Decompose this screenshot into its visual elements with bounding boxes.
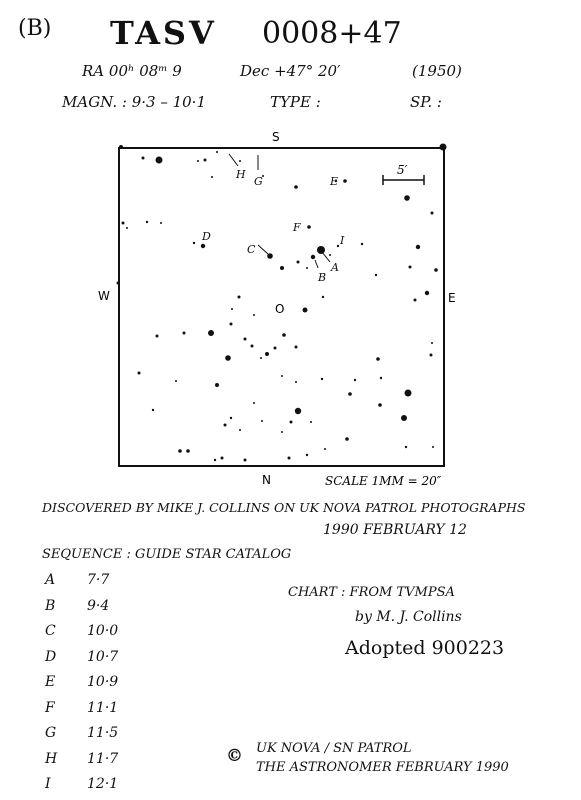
star bbox=[122, 222, 125, 225]
sequence-star: A bbox=[45, 572, 56, 588]
star bbox=[251, 345, 254, 348]
star-label-i: I bbox=[340, 234, 345, 247]
star bbox=[138, 372, 141, 375]
star bbox=[432, 446, 434, 448]
sequence-magnitude: 10·7 bbox=[87, 648, 119, 665]
star bbox=[160, 222, 162, 224]
scale-note: SCALE 1MM = 20″ bbox=[325, 474, 442, 488]
west-label: W bbox=[98, 289, 110, 303]
sequence-magnitude: 11·5 bbox=[87, 725, 119, 741]
sequence-magnitude: 12·1 bbox=[87, 776, 119, 792]
star bbox=[261, 420, 263, 422]
star bbox=[280, 266, 284, 270]
star bbox=[117, 282, 120, 285]
star bbox=[204, 159, 207, 162]
star bbox=[183, 332, 186, 335]
star bbox=[361, 243, 363, 245]
star bbox=[208, 330, 214, 336]
star bbox=[156, 157, 163, 164]
star bbox=[321, 378, 323, 380]
star bbox=[231, 308, 233, 310]
spectral-type: SP. : bbox=[410, 93, 442, 111]
adopted-date: Adopted 900223 bbox=[345, 637, 505, 659]
sequence-entry bbox=[45, 751, 118, 767]
star bbox=[265, 352, 269, 356]
star-label-a: A bbox=[331, 261, 339, 274]
right-ascension: RA 00ʰ 08ᵐ 9 bbox=[82, 62, 182, 80]
star bbox=[297, 261, 300, 264]
star bbox=[322, 296, 324, 298]
star bbox=[404, 195, 410, 201]
star bbox=[405, 390, 412, 397]
panel-label: (B) bbox=[18, 16, 52, 41]
sequence-entry bbox=[45, 572, 109, 588]
star bbox=[329, 254, 331, 256]
sequence-star: F bbox=[45, 699, 55, 716]
star bbox=[294, 185, 298, 189]
star bbox=[431, 212, 434, 215]
star bbox=[119, 145, 123, 149]
star bbox=[281, 375, 283, 377]
star bbox=[409, 266, 412, 269]
star bbox=[253, 402, 255, 404]
star bbox=[324, 448, 326, 450]
star bbox=[244, 338, 247, 341]
sequence-magnitude: 11·7 bbox=[87, 750, 119, 767]
sequence-entry bbox=[45, 700, 118, 716]
star-label-layer bbox=[201, 168, 345, 284]
star bbox=[281, 431, 283, 433]
patrol-name: UK NOVA / SN PATROL bbox=[256, 741, 412, 756]
east-label: E bbox=[448, 291, 456, 305]
star bbox=[156, 335, 159, 338]
star bbox=[310, 421, 312, 423]
star bbox=[214, 459, 216, 461]
star bbox=[303, 308, 308, 313]
sequence-star: E bbox=[45, 674, 56, 690]
star bbox=[244, 459, 247, 462]
star bbox=[193, 242, 195, 244]
star bbox=[375, 274, 377, 276]
star bbox=[216, 151, 218, 153]
star bbox=[260, 357, 262, 359]
star bbox=[211, 176, 213, 178]
star bbox=[126, 227, 128, 229]
star bbox=[431, 342, 433, 344]
sequence-star: B bbox=[45, 597, 56, 614]
sequence-title: SEQUENCE : GUIDE STAR CATALOG bbox=[42, 547, 292, 562]
star bbox=[295, 381, 297, 383]
star-name-number: 0008+47 bbox=[262, 16, 402, 51]
star bbox=[380, 377, 382, 379]
star bbox=[267, 253, 273, 259]
star bbox=[274, 347, 277, 350]
star bbox=[201, 244, 205, 248]
star bbox=[401, 415, 407, 421]
sequence-star: C bbox=[45, 623, 56, 639]
star bbox=[186, 449, 190, 453]
sequence-star: D bbox=[45, 648, 57, 665]
publication: THE ASTRONOMER FEBRUARY 1990 bbox=[256, 760, 509, 775]
chart-author: by M. J. Collins bbox=[355, 609, 462, 625]
star bbox=[230, 323, 233, 326]
star bbox=[343, 179, 347, 183]
sequence-star: I bbox=[45, 776, 51, 792]
star-label-b: B bbox=[318, 271, 327, 284]
star bbox=[290, 421, 293, 424]
star bbox=[239, 429, 241, 431]
sequence-entry bbox=[45, 674, 118, 690]
star bbox=[354, 379, 356, 381]
north-label: N bbox=[262, 473, 271, 487]
star bbox=[376, 357, 380, 361]
sequence-magnitude: 11·1 bbox=[87, 699, 119, 716]
star bbox=[345, 437, 349, 441]
sequence-magnitude: 10·9 bbox=[87, 674, 119, 690]
star bbox=[416, 245, 420, 249]
star bbox=[306, 267, 308, 269]
star bbox=[307, 225, 311, 229]
discovery-line-2: 1990 FEBRUARY 12 bbox=[323, 522, 467, 538]
star bbox=[440, 144, 447, 151]
star-label-h: H bbox=[236, 168, 246, 181]
star bbox=[295, 346, 298, 349]
variable-type: TYPE : bbox=[270, 93, 321, 111]
star bbox=[152, 409, 154, 411]
star-name-prefix: TASV bbox=[110, 14, 217, 52]
star bbox=[288, 457, 291, 460]
star bbox=[225, 355, 231, 361]
south-label: S bbox=[272, 130, 280, 144]
star bbox=[282, 333, 286, 337]
star bbox=[405, 446, 407, 448]
star bbox=[306, 454, 308, 456]
sequence-star: H bbox=[45, 750, 58, 767]
star bbox=[178, 449, 182, 453]
star bbox=[221, 457, 224, 460]
magnitude-range: MAGN. : 9·3 – 10·1 bbox=[62, 93, 206, 111]
star bbox=[378, 403, 382, 407]
sequence-entry bbox=[45, 776, 118, 792]
sequence-magnitude: 7·7 bbox=[87, 572, 110, 588]
star bbox=[239, 160, 241, 162]
epoch: (1950) bbox=[412, 62, 462, 80]
star bbox=[430, 354, 433, 357]
star bbox=[434, 268, 438, 272]
star bbox=[425, 291, 429, 295]
star bbox=[295, 408, 301, 414]
star-label-c: C bbox=[247, 243, 256, 256]
star-label-g: G bbox=[254, 175, 263, 188]
star bbox=[414, 299, 417, 302]
star bbox=[197, 160, 199, 162]
sequence-entry bbox=[45, 623, 118, 639]
star bbox=[146, 221, 148, 223]
sequence-magnitude: 10·0 bbox=[87, 623, 119, 639]
star bbox=[311, 255, 315, 259]
chart-source: CHART : FROM TVMPSA bbox=[288, 585, 455, 600]
sequence-entry bbox=[45, 649, 118, 665]
copyright-icon: © bbox=[226, 746, 243, 766]
scale-bar-label: 5′ bbox=[397, 163, 408, 177]
sequence-magnitude: 9·4 bbox=[87, 597, 110, 614]
star bbox=[224, 424, 227, 427]
star-label-f: F bbox=[293, 221, 301, 234]
star-label-e: E bbox=[330, 175, 339, 188]
discovery-line-1: DISCOVERED BY MIKE J. COLLINS ON UK NOVA PATROL PHOTOGRAPHS bbox=[42, 500, 526, 515]
star bbox=[230, 417, 232, 419]
star bbox=[348, 392, 352, 396]
declination: Dec +47° 20′ bbox=[240, 62, 341, 80]
sequence-star: G bbox=[45, 725, 57, 741]
star bbox=[142, 157, 145, 160]
variable-marker: O bbox=[275, 302, 285, 316]
sequence-entry bbox=[45, 725, 118, 741]
star bbox=[337, 245, 339, 247]
star bbox=[238, 296, 241, 299]
star bbox=[253, 314, 255, 316]
sequence-entry bbox=[45, 598, 109, 614]
star bbox=[175, 380, 177, 382]
star-label-d: D bbox=[202, 230, 211, 243]
star bbox=[317, 246, 325, 254]
star bbox=[215, 383, 219, 387]
